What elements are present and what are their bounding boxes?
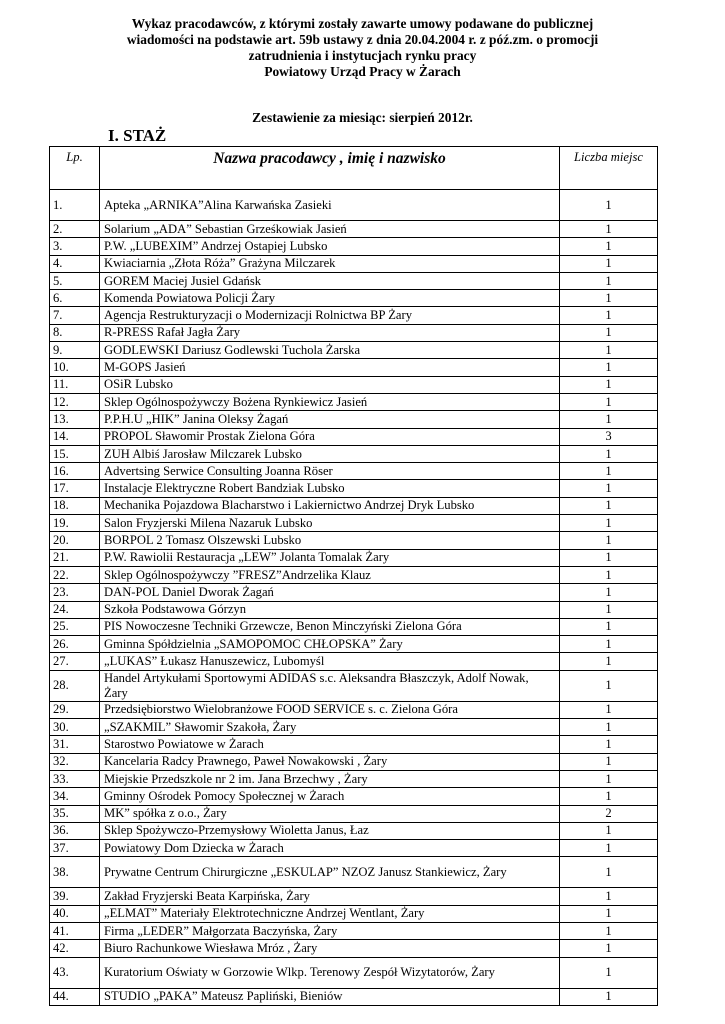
table-row bbox=[50, 719, 658, 736]
table-row bbox=[50, 566, 658, 583]
row-lp: 4. bbox=[50, 255, 100, 272]
table-row bbox=[50, 805, 658, 822]
table-header-row bbox=[50, 147, 658, 190]
employers-table bbox=[49, 146, 658, 1006]
row-employer-name: Biuro Rachunkowe Wiesława Mróz , Żary bbox=[100, 940, 560, 957]
row-places-count: 1 bbox=[560, 988, 658, 1005]
row-lp: 23. bbox=[50, 584, 100, 601]
row-places-count: 1 bbox=[560, 701, 658, 718]
row-lp: 19. bbox=[50, 515, 100, 532]
row-places-count: 1 bbox=[560, 290, 658, 307]
row-lp: 29. bbox=[50, 701, 100, 718]
row-places-count: 1 bbox=[560, 788, 658, 805]
row-lp: 21. bbox=[50, 549, 100, 566]
row-places-count: 1 bbox=[560, 601, 658, 618]
table-row bbox=[50, 272, 658, 289]
header-line-1: Wykaz pracodawców, z którymi zostały zawarte umowy podawane do publicznej bbox=[131, 16, 594, 31]
table-row bbox=[50, 532, 658, 549]
row-employer-name: Szkoła Podstawowa Górzyn bbox=[100, 601, 560, 618]
row-places-count: 1 bbox=[560, 272, 658, 289]
row-places-count: 1 bbox=[560, 618, 658, 635]
row-lp: 32. bbox=[50, 753, 100, 770]
row-employer-name: Kancelaria Radcy Prawnego, Paweł Nowakowski , Żary bbox=[100, 753, 560, 770]
table-row bbox=[50, 359, 658, 376]
table-row bbox=[50, 922, 658, 939]
row-lp: 9. bbox=[50, 342, 100, 359]
column-header-name: Nazwa pracodawcy , imię i nazwisko bbox=[100, 147, 560, 190]
column-header-lp: Lp. bbox=[50, 147, 100, 190]
row-employer-name: Prywatne Centrum Chirurgiczne „ESKULAP” NZOZ Janusz Stankiewicz, Żary bbox=[100, 857, 560, 888]
summary-period: Zestawienie za miesiąc: sierpień 2012r. bbox=[252, 110, 473, 125]
table-row bbox=[50, 770, 658, 787]
table-row bbox=[50, 411, 658, 428]
column-header-count: Liczba miejsc bbox=[560, 147, 658, 190]
row-lp: 7. bbox=[50, 307, 100, 324]
row-employer-name: OSiR Lubsko bbox=[100, 376, 560, 393]
table-row bbox=[50, 857, 658, 888]
table-row bbox=[50, 840, 658, 857]
row-lp: 15. bbox=[50, 445, 100, 462]
row-lp: 10. bbox=[50, 359, 100, 376]
row-places-count: 2 bbox=[560, 805, 658, 822]
table-row bbox=[50, 428, 658, 445]
row-places-count: 1 bbox=[560, 342, 658, 359]
row-employer-name: Advertsing Serwice Consulting Joanna Röser bbox=[100, 463, 560, 480]
row-places-count: 1 bbox=[560, 857, 658, 888]
header-line-2: wiadomości na podstawie art. 59b ustawy z dnia 20.04.2004 r. z póź.zm. o promocji bbox=[126, 32, 599, 47]
table-row bbox=[50, 888, 658, 905]
table-row bbox=[50, 307, 658, 324]
row-lp: 36. bbox=[50, 822, 100, 839]
row-lp: 25. bbox=[50, 618, 100, 635]
row-employer-name: Kwiaciarnia „Złota Róża” Grażyna Milczarek bbox=[100, 255, 560, 272]
row-lp: 20. bbox=[50, 532, 100, 549]
row-employer-name: R-PRESS Rafał Jagła Żary bbox=[100, 324, 560, 341]
row-employer-name: P.W. Rawiolii Restauracja „LEW” Jolanta Tomalak Żary bbox=[100, 549, 560, 566]
row-employer-name: Gminny Ośrodek Pomocy Społecznej w Żarach bbox=[100, 788, 560, 805]
document-header bbox=[0, 16, 725, 80]
row-employer-name: BORPOL 2 Tomasz Olszewski Lubsko bbox=[100, 532, 560, 549]
row-employer-name: Gminna Spółdzielnia „SAMOPOMOC CHŁOPSKA” Żary bbox=[100, 636, 560, 653]
row-lp: 44. bbox=[50, 988, 100, 1005]
table-row bbox=[50, 988, 658, 1005]
row-employer-name: GOREM Maciej Jusiel Gdańsk bbox=[100, 272, 560, 289]
row-lp: 42. bbox=[50, 940, 100, 957]
row-places-count: 1 bbox=[560, 463, 658, 480]
row-lp: 8. bbox=[50, 324, 100, 341]
row-places-count: 1 bbox=[560, 480, 658, 497]
table-row bbox=[50, 515, 658, 532]
row-places-count: 1 bbox=[560, 822, 658, 839]
row-places-count: 1 bbox=[560, 770, 658, 787]
table-row bbox=[50, 497, 658, 514]
table-row bbox=[50, 905, 658, 922]
row-lp: 5. bbox=[50, 272, 100, 289]
row-places-count: 1 bbox=[560, 307, 658, 324]
row-places-count: 1 bbox=[560, 376, 658, 393]
row-places-count: 1 bbox=[560, 636, 658, 653]
row-lp: 17. bbox=[50, 480, 100, 497]
row-employer-name: „ELMAT” Materiały Elektrotechniczne Andrzej Wentlant, Żary bbox=[100, 905, 560, 922]
row-lp: 24. bbox=[50, 601, 100, 618]
row-places-count: 1 bbox=[560, 190, 658, 221]
row-employer-name: Sklep Ogólnospożywczy ”FRESZ”Andrzelika Klauz bbox=[100, 566, 560, 583]
table-row bbox=[50, 445, 658, 462]
table-row bbox=[50, 701, 658, 718]
row-lp: 35. bbox=[50, 805, 100, 822]
row-employer-name: Mechanika Pojazdowa Blacharstwo i Lakiernictwo Andrzej Dryk Lubsko bbox=[100, 497, 560, 514]
row-employer-name: P.W. „LUBEXIM” Andrzej Ostapiej Lubsko bbox=[100, 238, 560, 255]
row-lp: 18. bbox=[50, 497, 100, 514]
row-lp: 43. bbox=[50, 957, 100, 988]
row-employer-name: Przedsiębiorstwo Wielobranżowe FOOD SERVICE s. c. Zielona Góra bbox=[100, 701, 560, 718]
row-lp: 2. bbox=[50, 221, 100, 238]
table-row bbox=[50, 190, 658, 221]
row-employer-name: Agencja Restrukturyzacji o Modernizacji Rolnictwa BP Żary bbox=[100, 307, 560, 324]
table-row bbox=[50, 255, 658, 272]
row-employer-name: Handel Artykułami Sportowymi ADIDAS s.c. Aleksandra Błaszczyk, Adolf Nowak, Żary bbox=[100, 670, 560, 701]
row-employer-name: Komenda Powiatowa Policji Żary bbox=[100, 290, 560, 307]
table-row bbox=[50, 636, 658, 653]
row-places-count: 1 bbox=[560, 957, 658, 988]
row-places-count: 1 bbox=[560, 411, 658, 428]
row-lp: 1. bbox=[50, 190, 100, 221]
row-places-count: 1 bbox=[560, 549, 658, 566]
row-employer-name: Miejskie Przedszkole nr 2 im. Jana Brzechwy , Żary bbox=[100, 770, 560, 787]
row-places-count: 1 bbox=[560, 566, 658, 583]
row-places-count: 1 bbox=[560, 940, 658, 957]
row-employer-name: Starostwo Powiatowe w Żarach bbox=[100, 736, 560, 753]
row-lp: 16. bbox=[50, 463, 100, 480]
row-employer-name: GODLEWSKI Dariusz Godlewski Tuchola Żarska bbox=[100, 342, 560, 359]
row-employer-name: „LUKAS” Łukasz Hanuszewicz, Lubomyśl bbox=[100, 653, 560, 670]
row-lp: 39. bbox=[50, 888, 100, 905]
row-lp: 14. bbox=[50, 428, 100, 445]
row-lp: 22. bbox=[50, 566, 100, 583]
table-row bbox=[50, 290, 658, 307]
row-employer-name: Firma „LEDER” Małgorzata Baczyńska, Żary bbox=[100, 922, 560, 939]
header-line-4: Powiatowy Urząd Pracy w Żarach bbox=[264, 64, 461, 79]
row-places-count: 1 bbox=[560, 670, 658, 701]
table-row bbox=[50, 670, 658, 701]
row-places-count: 1 bbox=[560, 840, 658, 857]
table-row bbox=[50, 822, 658, 839]
table-row bbox=[50, 238, 658, 255]
row-places-count: 1 bbox=[560, 393, 658, 410]
table-row bbox=[50, 940, 658, 957]
row-places-count: 1 bbox=[560, 753, 658, 770]
row-employer-name: PROPOL Sławomir Prostak Zielona Góra bbox=[100, 428, 560, 445]
row-places-count: 1 bbox=[560, 719, 658, 736]
section-title: I. STAŻ bbox=[108, 126, 167, 145]
row-lp: 27. bbox=[50, 653, 100, 670]
row-places-count: 1 bbox=[560, 532, 658, 549]
row-lp: 34. bbox=[50, 788, 100, 805]
row-places-count: 1 bbox=[560, 584, 658, 601]
row-employer-name: Instalacje Elektryczne Robert Bandziak Lubsko bbox=[100, 480, 560, 497]
row-employer-name: ZUH Albiś Jarosław Milczarek Lubsko bbox=[100, 445, 560, 462]
row-lp: 13. bbox=[50, 411, 100, 428]
table-row bbox=[50, 618, 658, 635]
table-row bbox=[50, 463, 658, 480]
row-employer-name: Zakład Fryzjerski Beata Karpińska, Żary bbox=[100, 888, 560, 905]
row-places-count: 1 bbox=[560, 324, 658, 341]
row-places-count: 1 bbox=[560, 653, 658, 670]
row-lp: 26. bbox=[50, 636, 100, 653]
table-row bbox=[50, 342, 658, 359]
table-row bbox=[50, 584, 658, 601]
row-employer-name: Salon Fryzjerski Milena Nazaruk Lubsko bbox=[100, 515, 560, 532]
row-employer-name: STUDIO „PAKA” Mateusz Papliński, Bieniów bbox=[100, 988, 560, 1005]
row-lp: 31. bbox=[50, 736, 100, 753]
row-employer-name: DAN-POL Daniel Dworak Żagań bbox=[100, 584, 560, 601]
row-employer-name: MK” spółka z o.o., Żary bbox=[100, 805, 560, 822]
row-lp: 40. bbox=[50, 905, 100, 922]
row-employer-name: „SZAKMIL” Sławomir Szakoła, Żary bbox=[100, 719, 560, 736]
row-places-count: 1 bbox=[560, 238, 658, 255]
row-employer-name: Kuratorium Oświaty w Gorzowie Wlkp. Terenowy Zespół Wizytatorów, Żary bbox=[100, 957, 560, 988]
row-lp: 38. bbox=[50, 857, 100, 888]
table-row bbox=[50, 221, 658, 238]
table-row bbox=[50, 601, 658, 618]
table-row bbox=[50, 788, 658, 805]
row-places-count: 1 bbox=[560, 255, 658, 272]
row-employer-name: M-GOPS Jasień bbox=[100, 359, 560, 376]
table-row bbox=[50, 376, 658, 393]
row-places-count: 1 bbox=[560, 905, 658, 922]
row-lp: 41. bbox=[50, 922, 100, 939]
row-places-count: 1 bbox=[560, 515, 658, 532]
row-lp: 30. bbox=[50, 719, 100, 736]
table-row bbox=[50, 393, 658, 410]
row-employer-name: Apteka „ARNIKA”Alina Karwańska Zasieki bbox=[100, 190, 560, 221]
row-places-count: 1 bbox=[560, 445, 658, 462]
table-row bbox=[50, 753, 658, 770]
row-employer-name: Powiatowy Dom Dziecka w Żarach bbox=[100, 840, 560, 857]
row-employer-name: P.P.H.U „HIK” Janina Oleksy Żagań bbox=[100, 411, 560, 428]
table-row bbox=[50, 549, 658, 566]
table-row bbox=[50, 480, 658, 497]
row-lp: 33. bbox=[50, 770, 100, 787]
row-lp: 12. bbox=[50, 393, 100, 410]
row-places-count: 1 bbox=[560, 359, 658, 376]
header-line-3: zatrudnienia i instytucjach rynku pracy bbox=[248, 48, 477, 63]
row-employer-name: PIS Nowoczesne Techniki Grzewcze, Benon Minczyński Zielona Góra bbox=[100, 618, 560, 635]
row-lp: 37. bbox=[50, 840, 100, 857]
row-places-count: 1 bbox=[560, 922, 658, 939]
table-row bbox=[50, 736, 658, 753]
row-places-count: 1 bbox=[560, 221, 658, 238]
row-employer-name: Sklep Spożywczo-Przemysłowy Wioletta Janus, Łaz bbox=[100, 822, 560, 839]
row-places-count: 1 bbox=[560, 497, 658, 514]
row-lp: 3. bbox=[50, 238, 100, 255]
row-places-count: 1 bbox=[560, 888, 658, 905]
row-employer-name: Solarium „ADA” Sebastian Grześkowiak Jasień bbox=[100, 221, 560, 238]
table-row bbox=[50, 653, 658, 670]
row-places-count: 1 bbox=[560, 736, 658, 753]
row-lp: 28. bbox=[50, 670, 100, 701]
row-lp: 6. bbox=[50, 290, 100, 307]
row-places-count: 3 bbox=[560, 428, 658, 445]
row-employer-name: Sklep Ogólnospożywczy Bożena Rynkiewicz Jasień bbox=[100, 393, 560, 410]
table-row bbox=[50, 324, 658, 341]
table-row bbox=[50, 957, 658, 988]
row-lp: 11. bbox=[50, 376, 100, 393]
